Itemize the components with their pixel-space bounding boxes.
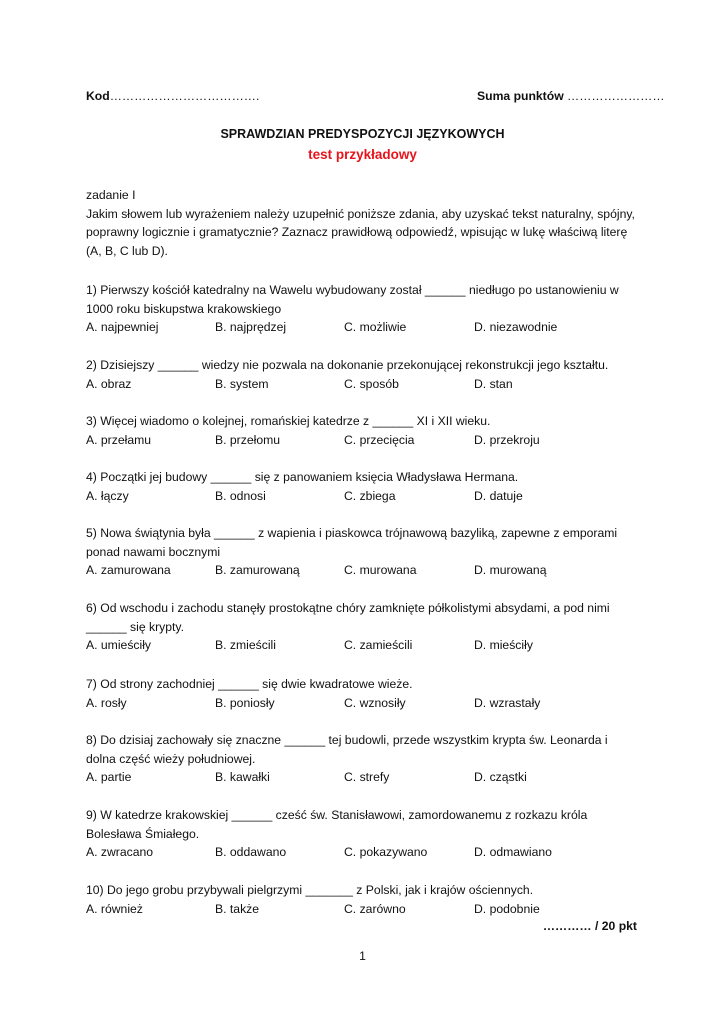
instruction-line: Jakim słowem lub wyrażeniem należy uzupełnić poniższe zdania, aby uzyskać tekst naturalny, spójny, xyxy=(86,207,635,221)
points-total-label: Suma punktów xyxy=(477,89,564,103)
question-6 xyxy=(86,599,646,655)
question-text: Bolesława Śmiałego. xyxy=(86,826,200,841)
option-c[interactable]: C. strefy xyxy=(344,770,390,784)
instruction-line: (A, B, C lub D). xyxy=(86,244,168,258)
code-dots: ………………………………. xyxy=(109,89,260,103)
option-a[interactable]: A. zwracano xyxy=(86,845,154,859)
question-4 xyxy=(86,468,646,505)
question-text: 1) Pierwszy kościół katedralny na Wawelu wybudowany został ______ niedługo po ustanowieniu w xyxy=(86,283,619,297)
option-d[interactable]: D. odmawiano xyxy=(474,845,552,859)
answer-options xyxy=(86,375,646,394)
answer-options xyxy=(86,768,646,787)
option-d[interactable]: D. przekroju xyxy=(474,432,540,447)
points-total-field xyxy=(477,89,665,103)
question-text: ______ się krypty. xyxy=(86,619,185,634)
option-a[interactable]: A. rosły xyxy=(86,695,127,710)
option-a[interactable]: A. obraz xyxy=(86,376,132,391)
option-c[interactable]: C. zamieścili xyxy=(344,638,413,652)
question-text: dolna część wieży południowej. xyxy=(86,751,256,766)
task-label: zadanie I xyxy=(86,188,136,202)
option-d[interactable]: D. stan xyxy=(474,376,513,391)
answer-options xyxy=(86,636,646,655)
score-field: ………… / 20 pkt xyxy=(542,919,637,933)
option-c[interactable]: C. sposób xyxy=(344,376,399,391)
option-c[interactable]: C. wznosiły xyxy=(344,695,406,710)
option-c[interactable]: C. przecięcia xyxy=(344,432,415,447)
option-b[interactable]: B. zmieścili xyxy=(215,638,276,652)
question-2 xyxy=(86,356,646,393)
option-d[interactable]: D. murowaną xyxy=(474,563,547,577)
option-b[interactable]: B. zamurowaną xyxy=(215,563,300,577)
question-text: 5) Nowa świątynia była ______ z wapienia i piaskowca trójnawową bazyliką, zapewne z emporami xyxy=(86,526,618,540)
question-text: 3) Więcej wiadomo o kolejnej, romańskiej katedrze z ______ XI i XII wieku. xyxy=(86,414,491,428)
answer-options xyxy=(86,694,646,713)
question-text: 4) Początki jej budowy ______ się z panowaniem księcia Władysława Hermana. xyxy=(86,470,519,484)
question-text: ponad nawami bocznymi xyxy=(86,544,221,559)
option-b[interactable]: B. także xyxy=(215,901,260,916)
question-8 xyxy=(86,731,646,787)
page-subtitle: test przykładowy xyxy=(308,147,417,162)
option-a[interactable]: A. partie xyxy=(86,770,132,784)
option-c[interactable]: C. murowana xyxy=(344,563,417,577)
page-number: 1 xyxy=(359,949,366,963)
question-text: 7) Od strony zachodniej ______ się dwie kwadratowe wieże. xyxy=(86,677,413,691)
option-a[interactable]: A. najpewniej xyxy=(86,320,159,334)
question-7 xyxy=(86,675,646,712)
option-b[interactable]: B. przełomu xyxy=(215,432,281,447)
option-d[interactable]: D. mieściły xyxy=(474,638,533,652)
option-a[interactable]: A. zamurowana xyxy=(86,563,171,577)
instruction-line: poprawny logicznie i gramatycznie? Zaznacz prawidłową odpowiedź, wpisując w lukę właściwą literę xyxy=(86,225,628,239)
answer-options xyxy=(86,843,646,862)
option-d[interactable]: D. cząstki xyxy=(474,770,527,784)
question-text: 6) Od wschodu i zachodu stanęły prostokątne chóry zamknięte półkolistymi absydami, a pod nimi xyxy=(86,601,610,615)
option-d[interactable]: D. wzrastały xyxy=(474,695,541,710)
question-text: 10) Do jego grobu przybywali pielgrzymi _______ z Polski, jak i krajów ościennych. xyxy=(86,883,534,897)
code-label: Kod xyxy=(86,89,110,103)
question-text: 1000 roku biskupstwa krakowskiego xyxy=(86,301,282,316)
question-3 xyxy=(86,412,646,449)
points-total-dots: …………………… xyxy=(563,89,665,103)
option-c[interactable]: C. zbiega xyxy=(344,488,396,503)
question-text: 9) W katedrze krakowskiej ______ cześć św. Stanisławowi, zamordowanemu z rozkazu króla xyxy=(86,808,588,822)
option-c[interactable]: C. zarówno xyxy=(344,901,406,916)
option-c[interactable]: C. pokazywano xyxy=(344,845,428,859)
option-b[interactable]: B. kawałki xyxy=(215,770,270,784)
option-a[interactable]: A. przełamu xyxy=(86,432,152,447)
page-title: SPRAWDZIAN PREDYSPOZYCJI JĘZYKOWYCH xyxy=(220,127,505,141)
option-b[interactable]: B. oddawano xyxy=(215,845,287,859)
question-text: 2) Dzisiejszy ______ wiedzy nie pozwala na dokonanie przekonującej rekonstrukcji jego kształtu. xyxy=(86,358,609,372)
question-10 xyxy=(86,881,646,918)
option-d[interactable]: D. datuje xyxy=(474,488,523,503)
question-5 xyxy=(86,524,646,580)
question-text: 8) Do dzisiaj zachowały się znaczne ______ tej budowli, przede wszystkim krypta św. Leonarda i xyxy=(86,733,608,747)
option-b[interactable]: B. odnosi xyxy=(215,488,266,503)
option-a[interactable]: A. również xyxy=(86,901,143,916)
option-a[interactable]: A. łączy xyxy=(86,488,129,503)
option-d[interactable]: D. niezawodnie xyxy=(474,320,558,334)
answer-options xyxy=(86,487,646,506)
question-1 xyxy=(86,281,646,337)
code-field xyxy=(86,89,259,103)
option-d[interactable]: D. podobnie xyxy=(474,901,540,916)
option-a[interactable]: A. umieściły xyxy=(86,638,152,652)
answer-options xyxy=(86,318,646,337)
option-b[interactable]: B. najprędzej xyxy=(215,320,287,334)
question-9 xyxy=(86,806,646,862)
answer-options xyxy=(86,900,646,919)
answer-options xyxy=(86,561,646,580)
option-c[interactable]: C. możliwie xyxy=(344,320,407,334)
option-b[interactable]: B. system xyxy=(215,376,269,391)
option-b[interactable]: B. poniosły xyxy=(215,695,275,710)
answer-options xyxy=(86,431,646,450)
